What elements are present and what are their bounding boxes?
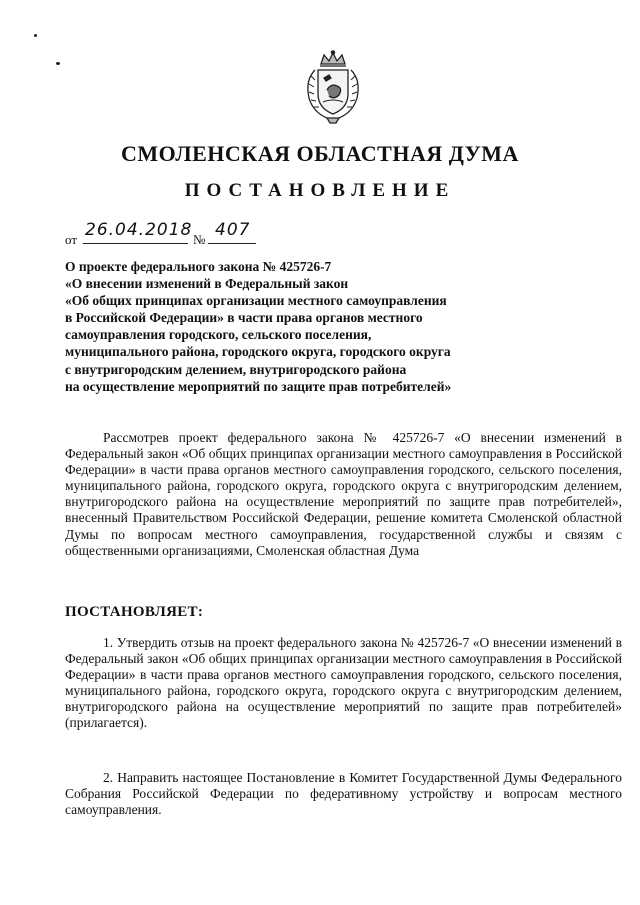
decree-heading: ПОСТАНОВЛЯЕТ: [65, 604, 204, 620]
subject-line: муниципального района, городского округа, городского округа [65, 344, 451, 360]
resolution-item: 1. Утвердить отзыв на проект федерального закона № 425726-7 «О внесении изменений в Федеральный закон «Об общих принципах организации местного самоуправления в Российской Федерации» в части права органов местного самоуправления городского, сельского поселения, муниципального района, городского округа, городского округа с внутригородским делением, внутригородского района на осуществление мероприятий по защите прав потребителей» (прилагается). [65, 635, 622, 731]
preamble-paragraph: Рассмотрев проект федерального закона № 425726-7 «О внесении изменений в Федеральный закон «Об общих принципах организации местного самоуправления в Российской Федерации» в части права органов местного самоуправления городского, сельского поселения, муниципального района, городского округа, городского округа с внутригородским делением, внутригородского района на осуществление мероприятий по защите прав потребителей», внесенный Правительством Российской Федерации, решение комитета Смоленской областной Думы по вопросам местного самоуправления, государственной службы и связям с общественными организациями, Смоленская областная Дума [65, 430, 622, 558]
date-underline [83, 243, 188, 244]
number-underline [208, 243, 256, 244]
document-date-number [65, 222, 325, 246]
subject-line: в Российской Федерации» в части права органов местного [65, 310, 423, 326]
number-value: 407 [215, 220, 251, 240]
date-value: 26.04.2018 [85, 220, 193, 240]
resolution-item: 2. Направить настоящее Постановление в Комитет Государственной Думы Федерального Собрания Российской Федерации по федеративному устройству и вопросам местного самоуправления. [65, 770, 622, 818]
number-label: № [193, 232, 206, 247]
subject-line: на осуществление мероприятий по защите прав потребителей» [65, 378, 452, 394]
subject-line: самоуправления городского, сельского поселения, [65, 327, 372, 343]
organization-name: СМОЛЕНСКАЯ ОБЛАСТНАЯ ДУМА [121, 141, 519, 166]
scan-speck [56, 62, 60, 65]
document-type: ПОСТАНОВЛЕНИЕ [184, 180, 456, 201]
subject-line: «Об общих принципах организации местного самоуправления [65, 293, 447, 309]
scan-speck [34, 34, 37, 37]
subject-line: О проекте федерального закона № 425726-7 [65, 259, 332, 274]
subject-line: «О внесении изменений в Федеральный закон [65, 276, 349, 292]
date-label: от [65, 232, 78, 247]
document-subject [65, 258, 535, 395]
subject-line: с внутригородским делением, внутригородского района [65, 361, 407, 377]
coat-of-arms-icon [303, 50, 363, 126]
